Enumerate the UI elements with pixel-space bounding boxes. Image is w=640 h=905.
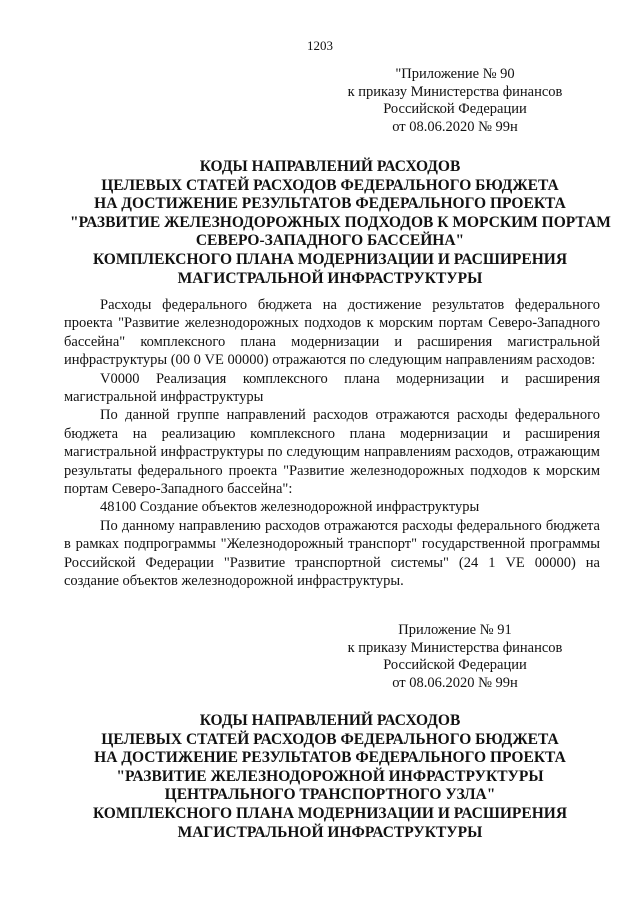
title-90-line: ЦЕЛЕВЫХ СТАТЕЙ РАСХОДОВ ФЕДЕРАЛЬНОГО БЮДЖЕТА [101, 176, 559, 194]
appendix-91-line3: Российской Федерации [383, 657, 527, 673]
section-90-title [70, 158, 611, 288]
title-91-line: ЦЕЛЕВЫХ СТАТЕЙ РАСХОДОВ ФЕДЕРАЛЬНОГО БЮДЖЕТА [101, 730, 559, 748]
paragraph: По данному направлению расходов отражаются расходы федерального бюджета в рамках подпрограммы "Железнодорожный транспорт" государственной программы Российской Федерации "Развитие транспортной системы" (24 1 VE 00000) на создание объектов железнодорожной инфраструктуры. [64, 517, 600, 590]
paragraph: По данной группе направлений расходов отражаются расходы федерального бюджета на реализацию комплексного плана модернизации и расширения магистральной инфраструктуры по следующим направлениям расходов, отражающим результаты федерального проекта "Развитие железнодорожных подходов к морским портам Северо-Западного бассейна": [64, 407, 600, 498]
appendix-90-line2: к приказу Министерства финансов [347, 83, 563, 100]
section-91-title [70, 712, 590, 842]
title-90-line: КОДЫ НАПРАВЛЕНИЙ РАСХОДОВ [199, 158, 461, 175]
appendix-90-line1: "Приложение № 90 [395, 66, 515, 82]
title-90-line: МАГИСТРАЛЬНОЙ ИНФРАСТРУКТУРЫ [177, 269, 483, 287]
paragraph: Расходы федерального бюджета на достижение результатов федерального проекта "Развитие железнодорожных подходов к морским портам Северо-Западного бассейна" комплексного плана модернизации и расширения магистральной инфраструктуры (00 0 VE 00000) отражаются по следующим направлениям расходов: [64, 297, 600, 369]
appendix-90-line4: от 08.06.2020 № 99н [392, 118, 518, 135]
title-91-line: КОДЫ НАПРАВЛЕНИЙ РАСХОДОВ [199, 712, 461, 729]
title-91-line: КОМПЛЕКСНОГО ПЛАНА МОДЕРНИЗАЦИИ И РАСШИРЕНИЯ [92, 804, 568, 822]
title-90-line: СЕВЕРО-ЗАПАДНОГО БАССЕЙНА" [195, 232, 465, 250]
title-91-line: МАГИСТРАЛЬНОЙ ИНФРАСТРУКТУРЫ [177, 823, 483, 841]
appendix-90-line3: Российской Федерации [383, 101, 527, 117]
paragraph: V0000 Реализация комплексного плана модернизации и расширения магистральной инфраструктуры [64, 370, 600, 406]
appendix-91-line4: от 08.06.2020 № 99н [392, 674, 518, 691]
title-91-line: "РАЗВИТИЕ ЖЕЛЕЗНОДОРОЖНОЙ ИНФРАСТРУКТУРЫ [116, 767, 544, 785]
appendix-91-line2: к приказу Министерства финансов [347, 639, 563, 656]
page-number: 1203 [307, 38, 333, 53]
title-90-line: НА ДОСТИЖЕНИЕ РЕЗУЛЬТАТОВ ФЕДЕРАЛЬНОГО ПРОЕКТА [94, 195, 566, 213]
appendix-91-header [330, 622, 580, 692]
appendix-90-header [330, 66, 580, 136]
title-90-line: "РАЗВИТИЕ ЖЕЛЕЗНОДОРОЖНЫХ ПОДХОДОВ К МОРСКИМ ПОРТАМ [70, 213, 611, 231]
paragraph: 48100 Создание объектов железнодорожной инфраструктуры [100, 499, 480, 516]
appendix-91-line1: Приложение № 91 [398, 622, 512, 638]
title-90-line: КОМПЛЕКСНОГО ПЛАНА МОДЕРНИЗАЦИИ И РАСШИРЕНИЯ [92, 250, 568, 268]
title-91-line: ЦЕНТРАЛЬНОГО ТРАНСПОРТНОГО УЗЛА" [164, 786, 496, 804]
section-90-body [64, 296, 600, 591]
title-91-line: НА ДОСТИЖЕНИЕ РЕЗУЛЬТАТОВ ФЕДЕРАЛЬНОГО ПРОЕКТА [94, 749, 566, 767]
